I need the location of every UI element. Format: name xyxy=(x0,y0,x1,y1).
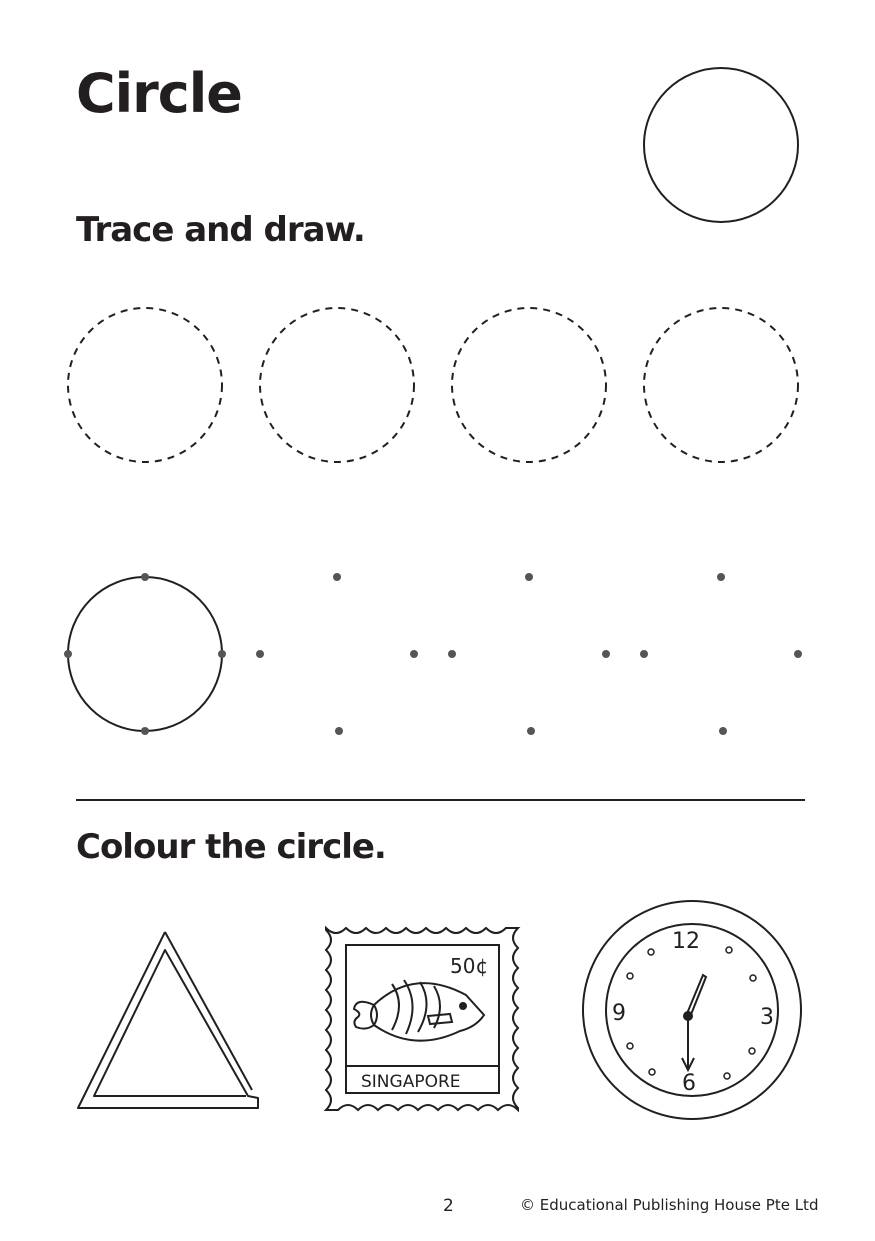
dot xyxy=(640,650,648,658)
dot xyxy=(256,650,264,658)
clock-number-3: 3 xyxy=(760,1005,774,1030)
dot xyxy=(218,650,226,658)
sample-circle xyxy=(644,68,798,222)
stamp-country: SINGAPORE xyxy=(361,1072,461,1092)
copyright-notice: © Educational Publishing House Pte Ltd xyxy=(520,1196,819,1214)
page-title: Circle xyxy=(76,62,242,125)
triangle-picture[interactable] xyxy=(78,932,258,1108)
instruction-colour: Colour the circle. xyxy=(76,827,386,867)
trace-row xyxy=(68,308,798,462)
stamp-value: 50¢ xyxy=(450,954,489,978)
instruction-trace: Trace and draw. xyxy=(76,210,365,250)
page-number: 2 xyxy=(443,1196,454,1216)
trace-circle[interactable] xyxy=(644,308,798,462)
trace-circle[interactable] xyxy=(452,308,606,462)
dot-guides xyxy=(64,573,802,735)
dot xyxy=(335,727,343,735)
dot xyxy=(141,727,149,735)
dot xyxy=(794,650,802,658)
dot xyxy=(64,650,72,658)
clock-number-9: 9 xyxy=(612,1001,626,1026)
dot xyxy=(410,650,418,658)
clock-number-12: 12 xyxy=(672,929,700,954)
dot xyxy=(602,650,610,658)
dot xyxy=(141,573,149,581)
dot xyxy=(719,727,727,735)
dot xyxy=(525,573,533,581)
dot-circle-example xyxy=(68,577,222,731)
dot xyxy=(527,727,535,735)
dot xyxy=(448,650,456,658)
trace-circle[interactable] xyxy=(260,308,414,462)
clock-number-6: 6 xyxy=(682,1071,696,1096)
dot xyxy=(333,573,341,581)
dot xyxy=(717,573,725,581)
fish-icon xyxy=(354,980,484,1041)
clock-hour-hand xyxy=(686,975,706,1017)
trace-circle[interactable] xyxy=(68,308,222,462)
